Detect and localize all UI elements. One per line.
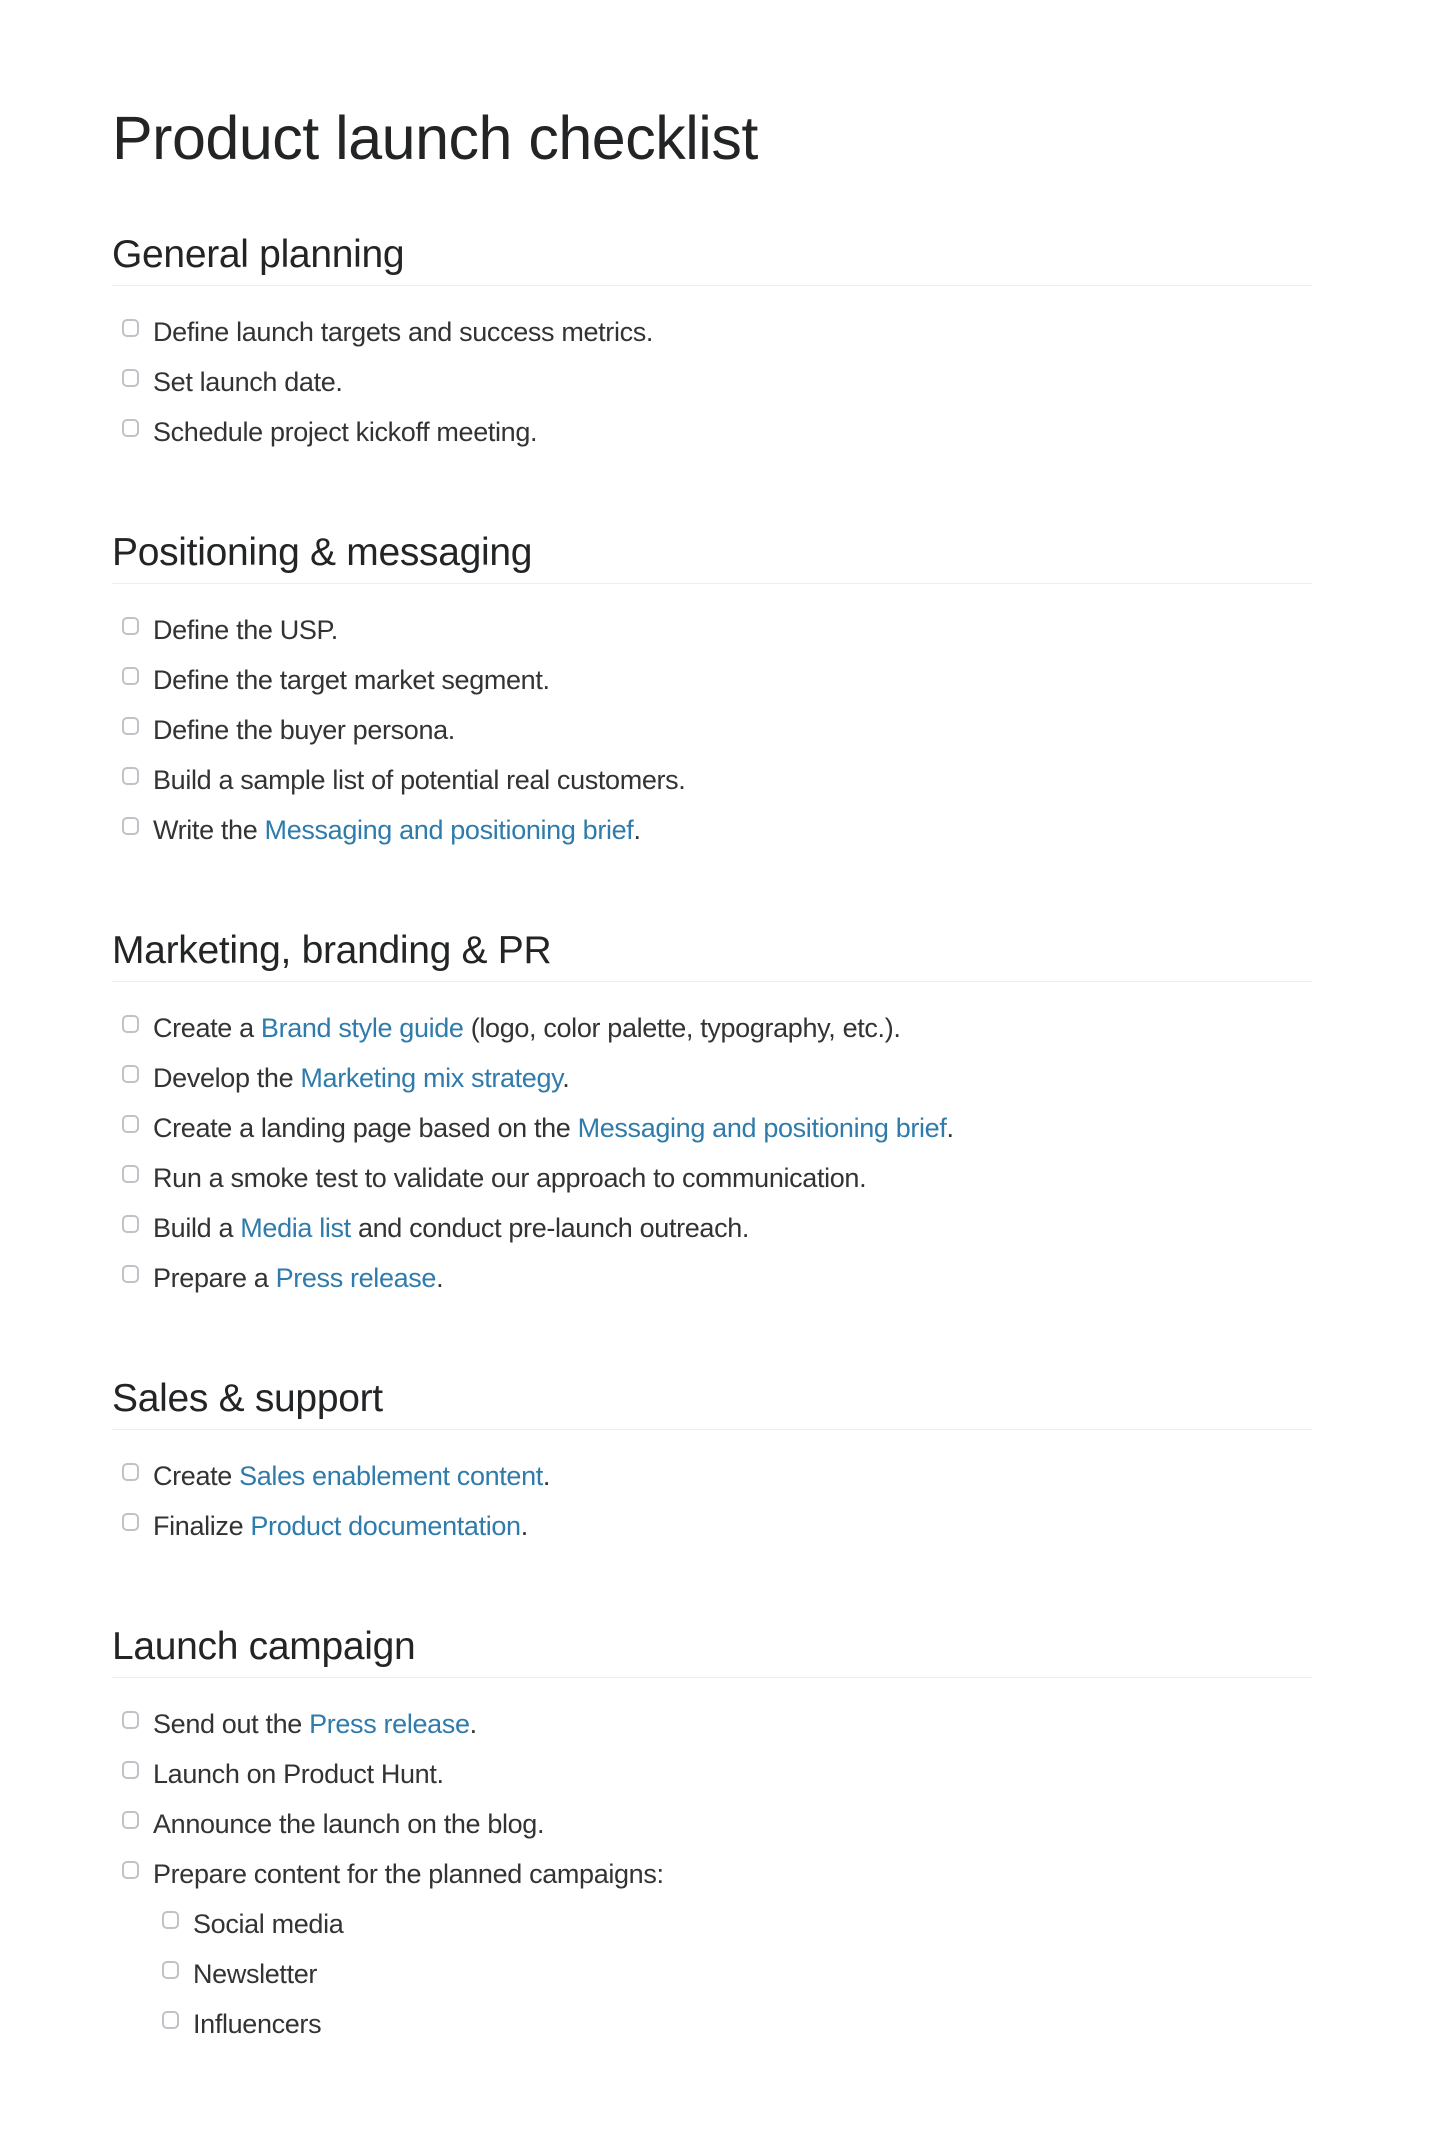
item-text: . [469,1709,477,1739]
checklist-item [122,407,1312,457]
checkbox[interactable] [122,369,139,387]
item-text: Define launch targets and success metrics. [153,317,654,347]
item-text: Schedule project kickoff meeting. [153,417,538,447]
item-text: Influencers [193,2009,322,2039]
item-text: Build a [153,1213,241,1243]
checkbox[interactable] [162,1961,179,1979]
checklist-item [122,1749,1312,1799]
checkbox[interactable] [162,2011,179,2029]
checklist-item [122,1699,1312,1749]
nested-checklist [122,1899,1312,2049]
checklist-item [122,705,1312,755]
checklist-subitem [162,1899,1312,1949]
section-heading: Sales & support [112,1375,1312,1430]
marketing-mix-strategy-link[interactable]: Marketing mix strategy [300,1063,563,1093]
checklist-item [122,1153,1312,1203]
checklist-item [122,1501,1312,1551]
media-list-link[interactable]: Media list [240,1213,351,1243]
item-text: . [562,1063,570,1093]
checklist-item [122,1253,1312,1303]
sales-enablement-content-link[interactable]: Sales enablement content [239,1461,543,1491]
item-text: . [542,1461,551,1491]
checklist-item [122,1451,1312,1501]
section-sales-support [112,1375,1312,1551]
brand-style-guide-link[interactable]: Brand style guide [260,1013,464,1043]
section-heading: Positioning & messaging [112,529,1312,584]
checkbox[interactable] [122,1513,139,1531]
section-heading: General planning [112,231,1312,286]
item-text: Define the buyer persona. [153,715,455,745]
checkbox[interactable] [122,717,139,735]
item-text: Create a [153,1013,261,1043]
checkbox[interactable] [122,1861,139,1879]
checkbox[interactable] [122,667,139,685]
checkbox[interactable] [122,1165,139,1183]
checklist-item [122,1203,1312,1253]
checklist-subitem [162,1949,1312,1999]
item-text: Define the USP. [153,615,338,645]
checklist-item [122,1849,1312,2049]
item-text: Newsletter [193,1959,318,1989]
checkbox[interactable] [122,1215,139,1233]
item-text: Create [153,1461,240,1491]
checkbox[interactable] [162,1911,179,1929]
section-heading: Launch campaign [112,1623,1312,1678]
item-text: Social media [193,1909,344,1939]
checkbox[interactable] [122,817,139,835]
messaging-positioning-brief-link[interactable]: Messaging and positioning brief [264,815,634,845]
checkbox[interactable] [122,1711,139,1729]
checklist [112,1003,1312,1303]
checkbox[interactable] [122,1065,139,1083]
section-general-planning [112,231,1312,457]
checkbox[interactable] [122,1811,139,1829]
checklist-item [122,755,1312,805]
checkbox[interactable] [122,1761,139,1779]
checkbox[interactable] [122,767,139,785]
checklist-item [122,1003,1312,1053]
item-text: . [520,1511,528,1541]
press-release-link[interactable]: Press release [275,1263,437,1293]
item-text: . [946,1113,954,1143]
checkbox[interactable] [122,617,139,635]
item-text: (logo, color palette, typography, etc.). [463,1013,901,1043]
checklist-item [122,805,1312,855]
checkbox[interactable] [122,1463,139,1481]
section-marketing-branding-pr [112,927,1312,1303]
checklist-item [122,1053,1312,1103]
section-heading: Marketing, branding & PR [112,927,1312,982]
item-text: Announce the launch on the blog. [153,1809,545,1839]
checklist-item [122,307,1312,357]
item-text: Prepare a [153,1263,276,1293]
item-text: Build a sample list of potential real customers. [153,765,686,795]
checklist-item [122,1103,1312,1153]
checklist-subitem [162,1999,1312,2049]
checklist-item [122,605,1312,655]
item-text: Run a smoke test to validate our approach to communication. [153,1163,867,1193]
product-documentation-link[interactable]: Product documentation [250,1511,521,1541]
item-text: Launch on Product Hunt. [153,1759,444,1789]
checkbox[interactable] [122,419,139,437]
item-text: . [436,1263,444,1293]
checkbox[interactable] [122,1015,139,1033]
checkbox[interactable] [122,1115,139,1133]
checklist [112,605,1312,855]
checklist [112,1699,1312,2049]
checkbox[interactable] [122,1265,139,1283]
item-text: Define the target market segment. [153,665,550,695]
item-text: Prepare content for the planned campaigns: [153,1859,664,1889]
checklist-item [122,655,1312,705]
item-text: Develop the [153,1063,301,1093]
item-text: Send out the [153,1709,310,1739]
checklist [112,307,1312,457]
page-title: Product launch checklist [112,104,758,172]
press-release-link[interactable]: Press release [309,1709,470,1739]
checklist-item [122,357,1312,407]
section-launch-campaign [112,1623,1312,2049]
item-text: Finalize [153,1511,251,1541]
messaging-positioning-brief-link[interactable]: Messaging and positioning brief [577,1113,947,1143]
checklist-item [122,1799,1312,1849]
item-text: . [633,815,641,845]
item-text: Create a landing page based on the [153,1113,578,1143]
section-positioning-messaging [112,529,1312,855]
checkbox[interactable] [122,319,139,337]
item-text: and conduct pre-launch outreach. [350,1213,750,1243]
checklist [112,1451,1312,1551]
item-text: Set launch date. [153,367,343,397]
item-text: Write the [153,815,265,845]
